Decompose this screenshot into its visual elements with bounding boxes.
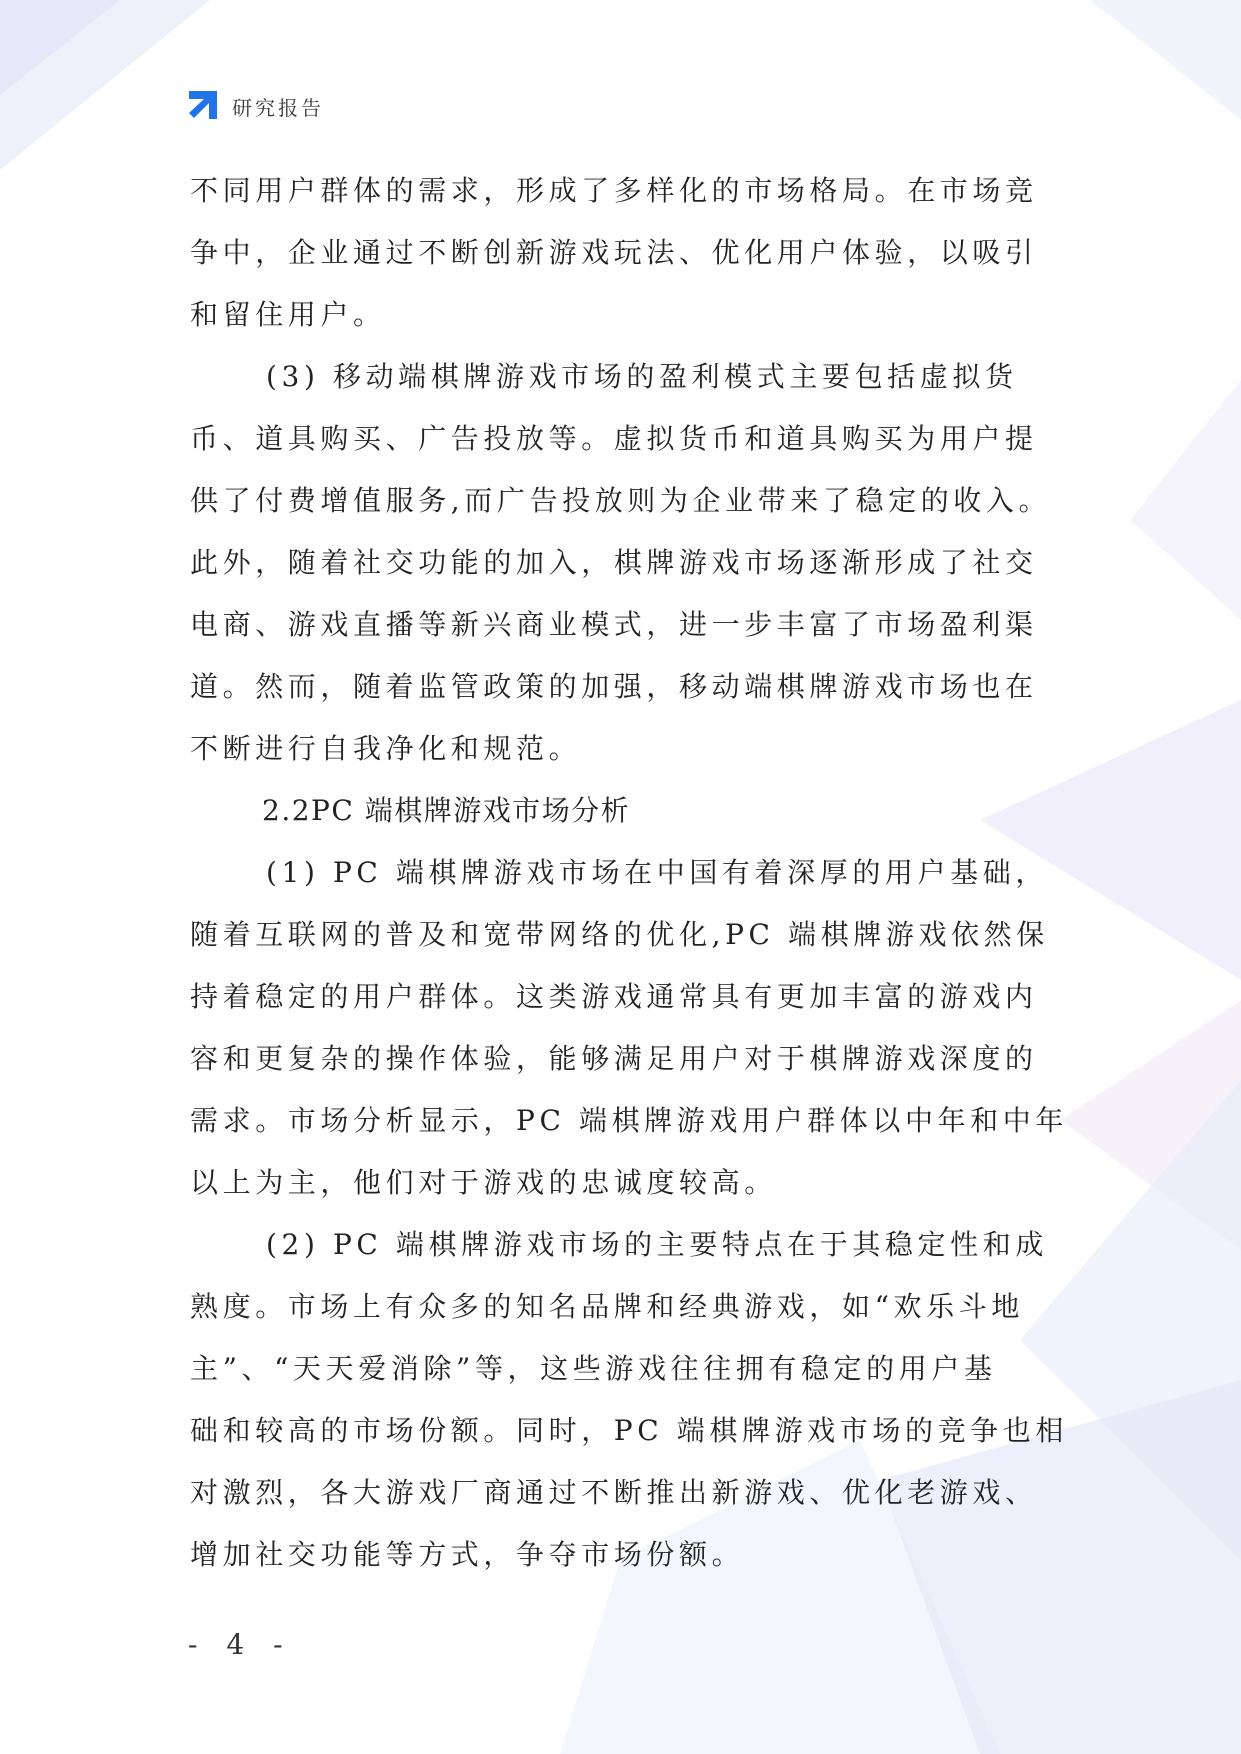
brand-label: 研究报告	[232, 96, 324, 120]
text-line: 主”、“天天爱消除”等，这些游戏往往拥有稳定的用户基	[190, 1352, 997, 1385]
text-line: 对激烈，各大游戏厂商通过不断推出新游戏、优化老游戏、	[190, 1476, 1038, 1509]
text-line: 争中，企业通过不断创新游戏玩法、优化用户体验，以吸引	[190, 236, 1038, 269]
arrow-up-right-icon	[186, 88, 220, 122]
text-line: 增加社交功能等方式，争夺市场份额。	[190, 1538, 745, 1571]
text-line: 币、道具购买、广告投放等。虚拟货币和道具购买为用户提	[190, 422, 1038, 455]
text-line: 和留住用户。	[190, 298, 386, 331]
text-line: (1) PC 端棋牌游戏市场在中国有着深厚的用户基础，	[266, 856, 1048, 889]
text-line: 熟度。市场上有众多的知名品牌和经典游戏，如“欢乐斗地	[190, 1290, 1024, 1323]
text-line: 不同用户群体的需求，形成了多样化的市场格局。在市场竞	[190, 174, 1038, 207]
text-line: 础和较高的市场份额。同时，PC 端棋牌游戏市场的竞争也相	[190, 1414, 1068, 1447]
text-line: 供了付费增值服务,而广告投放则为企业带来了稳定的收入。	[190, 484, 1052, 517]
page-number: - 4 -	[188, 1628, 293, 1661]
text-line: (2) PC 端棋牌游戏市场的主要特点在于其稳定性和成	[266, 1228, 1048, 1261]
text-line: 不断进行自我净化和规范。	[190, 732, 582, 765]
document-body	[190, 160, 1070, 1586]
text-line: 随着互联网的普及和宽带网络的优化,PC 端棋牌游戏依然保	[190, 918, 1049, 951]
text-line: 此外，随着社交功能的加入，棋牌游戏市场逐渐形成了社交	[190, 546, 1038, 579]
text-line: 持着稳定的用户群体。这类游戏通常具有更加丰富的游戏内	[190, 980, 1038, 1013]
text-line: 容和更复杂的操作体验，能够满足用户对于棋牌游戏深度的	[190, 1042, 1038, 1075]
text-line: 道。然而，随着监管政策的加强，移动端棋牌游戏市场也在	[190, 670, 1038, 703]
section-heading: 2.2PC 端棋牌游戏市场分析	[262, 794, 631, 827]
text-line: (3) 移动端棋牌游戏市场的盈利模式主要包括虚拟货	[266, 360, 1018, 393]
text-line: 以上为主，他们对于游戏的忠诚度较高。	[190, 1166, 777, 1199]
text-line: 电商、游戏直播等新兴商业模式，进一步丰富了市场盈利渠	[190, 608, 1038, 641]
text-line: 需求。市场分析显示，PC 端棋牌游戏用户群体以中年和中年	[190, 1104, 1068, 1137]
